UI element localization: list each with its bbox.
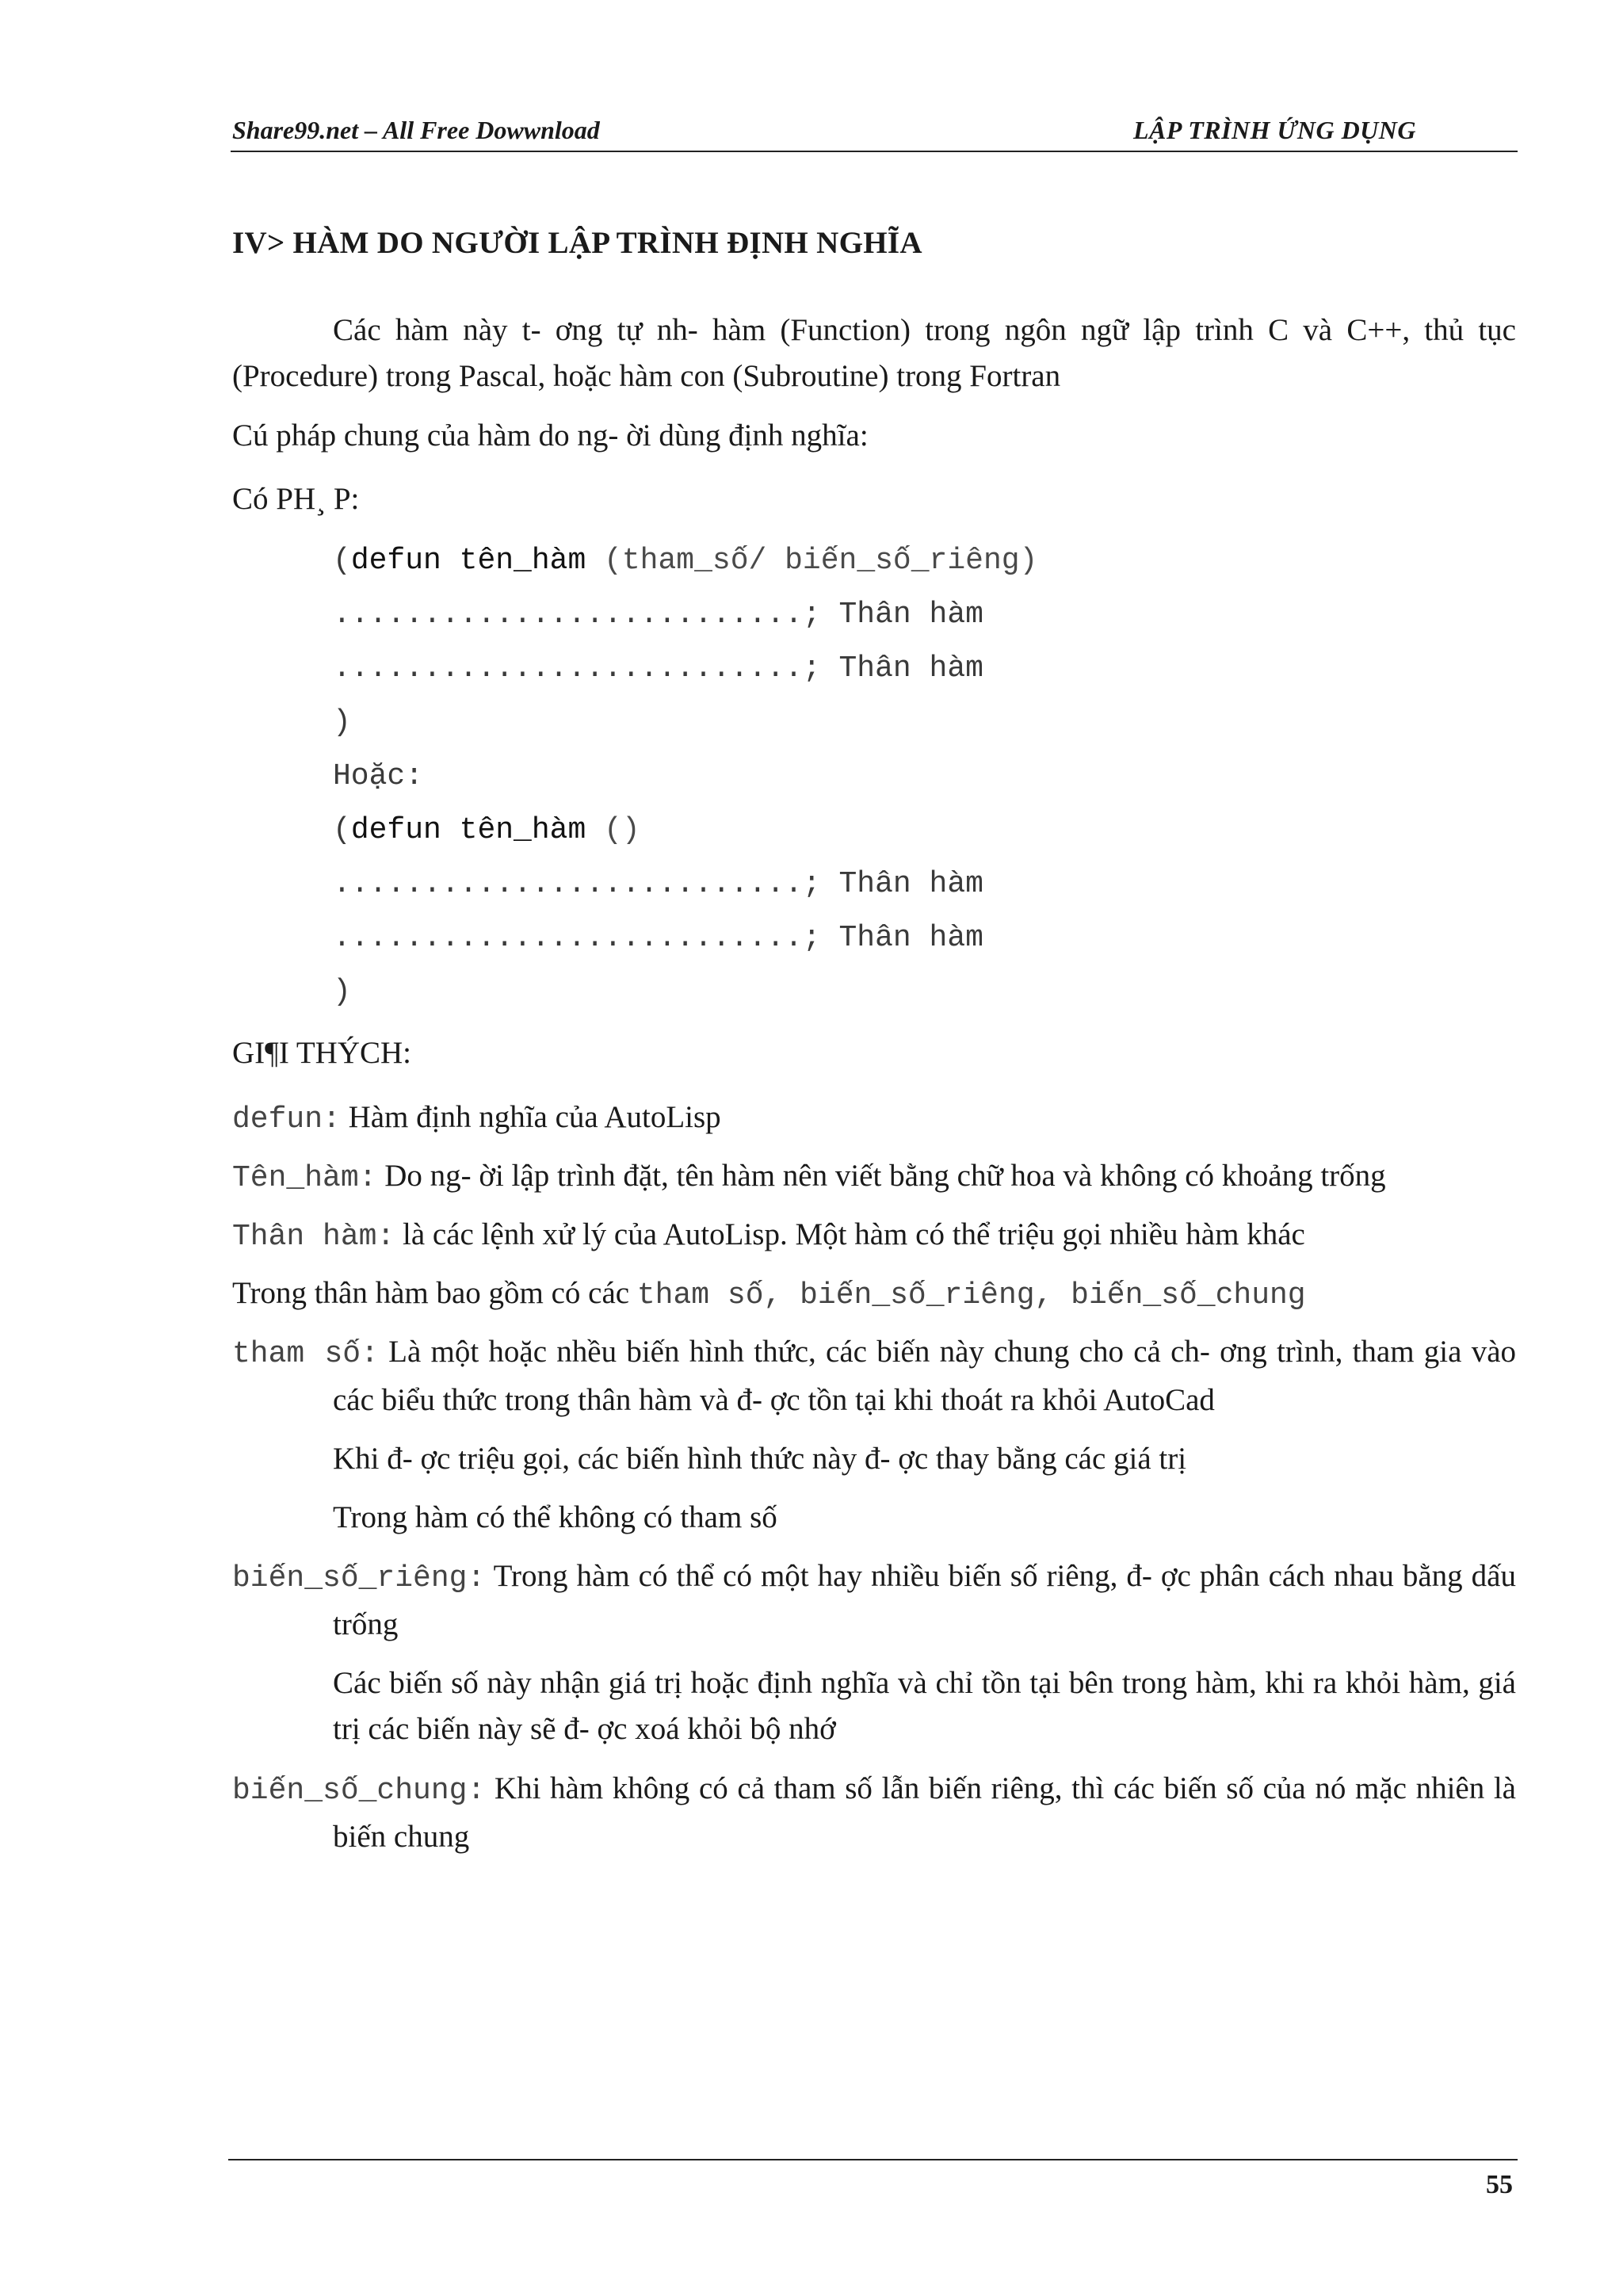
code-body-line: ..........................; Thân hàm (333, 867, 983, 901)
explain-title: GI¶I THÝCH: (232, 1036, 412, 1070)
tham-so-note: Trong hàm có thể không có tham số (333, 1500, 777, 1534)
code-close-paren: ) (333, 975, 351, 1009)
body-contains-terms: tham số, biến_số_riêng, biến_số_chung (636, 1278, 1306, 1312)
def-text: Là một hoặc nhều biến hình thức, các biến này chung cho cả ch- ơng trình, tham gia vào các biểu thức trong thân hàm và đ- ợc tồn tại khi thoát ra khỏi AutoCad (333, 1335, 1516, 1417)
code-keyword: defun tên_hàm (350, 813, 586, 847)
def-bien-so-chung (232, 1766, 1516, 1860)
def-text: là các lệnh xử lý của AutoLisp. Một hàm có thể triệu gọi nhiều hàm khác (395, 1217, 1305, 1251)
body-contains-text: Trong thân hàm bao gồm có các (232, 1276, 637, 1310)
footer-divider (228, 2159, 1518, 2160)
header-source: Share99.net – All Free Dowwnload (232, 116, 600, 144)
def-than-ham (232, 1212, 1516, 1260)
code-or-label: Hoặc: (333, 759, 424, 793)
page-header (231, 113, 1518, 152)
code-line-defun-1 (333, 545, 1037, 577)
term-defun: defun: (232, 1102, 341, 1137)
header-title: LẬP TRÌNH ỨNG DỤNG (1132, 116, 1416, 144)
def-tham-so (232, 1329, 1516, 1423)
code-paren: ( (333, 813, 351, 847)
code-line-defun-2 (333, 815, 640, 846)
code-params: (tham_số/ biến_số_riêng) (586, 544, 1038, 578)
def-text: Hàm định nghĩa của AutoLisp (340, 1100, 721, 1134)
def-text: Khi hàm không có cả tham số lẫn biến riêng, thì các biến số của nó mặc nhiên là biến chung (333, 1771, 1516, 1854)
term-tham-so: tham số: (232, 1337, 379, 1371)
body-contains-line (232, 1270, 1516, 1319)
code-body-line: ..........................; Thân hàm (333, 921, 983, 955)
page-number: 55 (1486, 2170, 1513, 2199)
term-bien-so-rieng: biến_số_riêng: (232, 1561, 486, 1595)
code-params: () (586, 813, 640, 847)
syntax-label: Có PH¸ P: (232, 482, 360, 516)
def-defun (232, 1095, 1516, 1143)
def-text: Do ng- ời lập trình đặt, tên hàm nên viết bằng chữ hoa và không có khoảng trống (376, 1159, 1386, 1193)
bien-so-rieng-note: Các biến số này nhận giá trị hoặc định nghĩa và chỉ tồn tại bên trong hàm, khi ra khỏi hàm, giá trị các biến này sẽ đ- ợc xoá khỏi bộ nhớ (333, 1666, 1516, 1746)
term-than-ham: Thân hàm: (232, 1220, 395, 1254)
code-close-paren: ) (333, 705, 351, 739)
section-title: IV> HÀM DO NGƯỜI LẬP TRÌNH ĐỊNH NGHĨA (232, 226, 922, 260)
term-ten-ham: Tên_hàm: (232, 1161, 377, 1195)
term-bien-so-chung: biến_số_chung: (232, 1774, 486, 1808)
def-bien-so-rieng (232, 1553, 1516, 1648)
def-text: Trong hàm có thể có một hay nhiều biến số riêng, đ- ợc phân cách nhau bằng dấu trống (333, 1559, 1516, 1641)
def-ten-ham (232, 1153, 1516, 1201)
tham-so-note: Khi đ- ợc triệu gọi, các biến hình thức này đ- ợc thay bằng các giá trị (333, 1442, 1187, 1476)
intro-paragraph: Các hàm này t- ơng tự nh- hàm (Function) trong ngôn ngữ lập trình C và C++, thủ tục (Procedure) trong Pascal, hoặc hàm con (Subroutine) trong Fortran (232, 313, 1516, 393)
code-keyword: defun tên_hàm (350, 544, 586, 578)
code-paren: ( (333, 544, 351, 578)
code-body-line: ..........................; Thân hàm (333, 651, 983, 686)
code-body-line: ..........................; Thân hàm (333, 598, 983, 632)
syntax-intro: Cú pháp chung của hàm do ng- ời dùng định nghĩa: (232, 418, 869, 453)
